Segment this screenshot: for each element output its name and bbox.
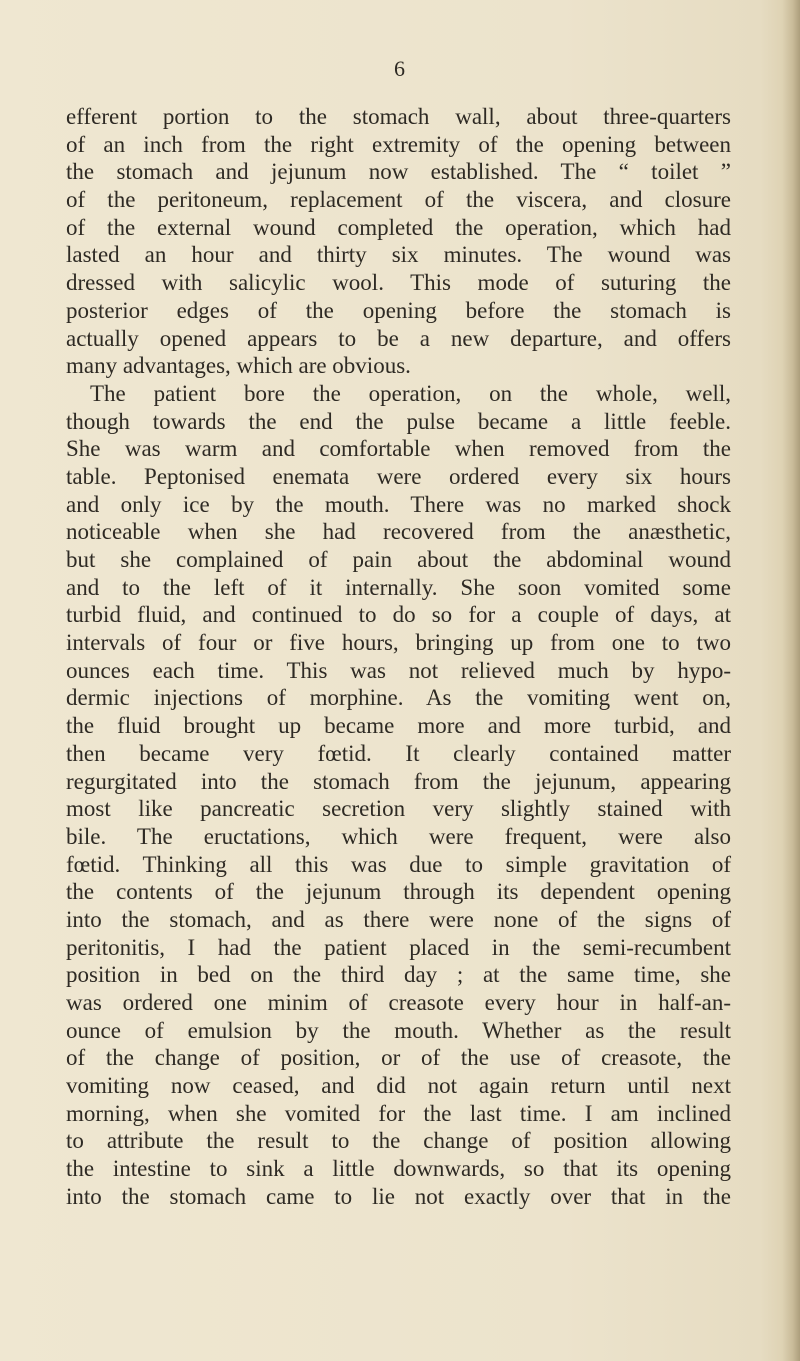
text-line: bile. The eructations, which were frequent, were also — [66, 823, 731, 849]
text-line: the contents of the jejunum through its dependent opening — [66, 879, 731, 905]
text-line: posterior edges of the opening before the stomach is — [66, 297, 731, 323]
text-line: of the change of position, or of the use of creasote, the — [66, 1045, 731, 1071]
text-line: the intestine to sink a little downwards, so that its opening — [66, 1156, 731, 1182]
text-line: vomiting now ceased, and did not again return until next — [66, 1073, 731, 1099]
text-line: most like pancreatic secretion very slightly stained with — [66, 796, 731, 822]
text-line: and only ice by the mouth. There was no marked shock — [66, 491, 731, 517]
text-line: noticeable when she had recovered from the anæsthetic, — [66, 519, 731, 545]
text-line: dressed with salicylic wool. This mode of suturing the — [66, 270, 731, 296]
text-line: lasted an hour and thirty six minutes. The wound was — [66, 242, 731, 268]
text-line: The patient bore the operation, on the whole, well, — [90, 380, 731, 406]
page-number: 6 — [394, 56, 406, 81]
text-line: into the stomach, and as there were none of the signs of — [66, 906, 731, 932]
text-line: the fluid brought up became more and more turbid, and — [66, 713, 731, 739]
text-line: the stomach and jejunum now established. The “ toilet ” — [66, 159, 731, 185]
text-line: and to the left of it internally. She soon vomited some — [66, 574, 731, 600]
text-line: turbid fluid, and continued to do so for a couple of days, at — [66, 602, 731, 628]
text-line: morning, when she vomited for the last time. I am inclined — [66, 1100, 731, 1126]
paragraph-2 — [66, 380, 731, 1211]
text-line: though towards the end the pulse became a little feeble. — [66, 408, 731, 434]
text-line: of the peritoneum, replacement of the viscera, and closure — [66, 187, 731, 213]
text-line: She was warm and comfortable when removed from the — [66, 436, 731, 462]
text-line: fœtid. Thinking all this was due to simple gravitation of — [66, 851, 731, 877]
text-line: efferent portion to the stomach wall, about three-quarters — [66, 104, 731, 129]
text-line: table. Peptonised enemata were ordered every six hours — [66, 463, 731, 489]
text-line: was ordered one minim of creasote every hour in half-an- — [66, 990, 731, 1015]
body-text — [66, 103, 731, 1211]
text-line: into the stomach came to lie not exactly over that in the — [66, 1183, 731, 1209]
text-line: but she complained of pain about the abdominal wound — [66, 547, 731, 572]
paragraph-1 — [66, 103, 731, 380]
text-line: ounce of emulsion by the mouth. Whether as the result — [66, 1017, 731, 1043]
text-line: intervals of four or five hours, bringing up from one to two — [66, 630, 731, 656]
text-line: of an inch from the right extremity of the opening between — [66, 131, 731, 157]
text-line: to attribute the result to the change of position allowing — [66, 1128, 731, 1154]
text-line: position in bed on the third day ; at the same time, she — [66, 962, 731, 988]
text-line: dermic injections of morphine. As the vomiting went on, — [66, 685, 731, 711]
text-line: regurgitated into the stomach from the jejunum, appearing — [66, 768, 731, 794]
text-line: ounces each time. This was not relieved much by hypo- — [66, 657, 731, 683]
page-edge-shadow — [782, 0, 800, 1361]
text-line: actually opened appears to be a new departure, and offers — [66, 325, 731, 351]
text-line: then became very fœtid. It clearly contained matter — [66, 740, 731, 766]
text-line: many advantages, which are obvious. — [66, 353, 411, 379]
text-line: of the external wound completed the operation, which had — [66, 214, 731, 240]
text-line: peritonitis, I had the patient placed in the semi-recumbent — [66, 934, 731, 960]
